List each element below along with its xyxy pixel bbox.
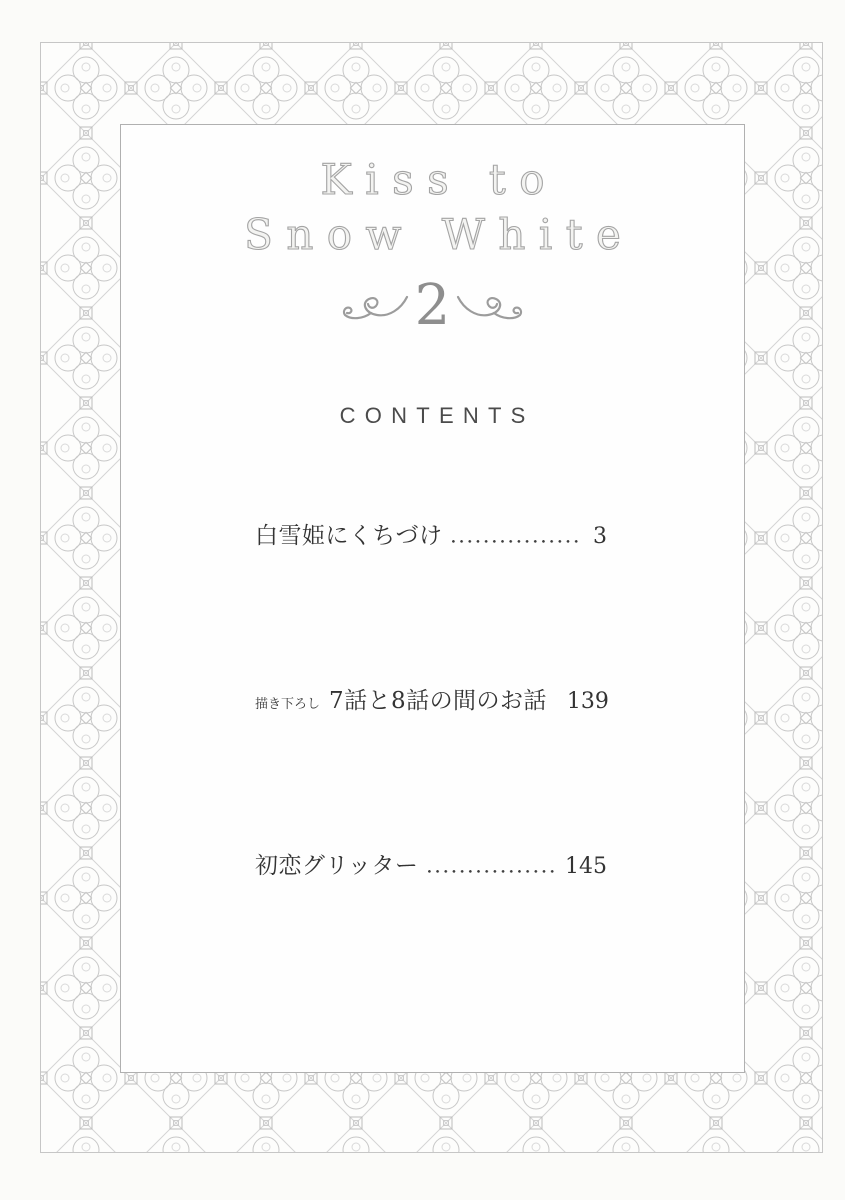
toc-entry-title: 7話と8話の間のお話 <box>329 688 547 714</box>
toc-entry <box>255 847 607 880</box>
content-panel <box>120 124 745 1073</box>
contents-heading <box>121 403 744 429</box>
dot-leader <box>428 870 555 873</box>
volume-number: 2 <box>414 273 451 339</box>
scroll-flourish-right-icon <box>456 291 526 321</box>
title-line-2-text: Snow White <box>244 209 635 259</box>
toc-entry-page-number: 139 <box>566 689 609 714</box>
volume-row <box>121 273 744 339</box>
title-line-1 <box>121 153 744 208</box>
toc-entry <box>255 682 607 715</box>
scroll-flourish-left-icon <box>339 291 409 321</box>
toc-entry-title: 初恋グリッター <box>255 853 419 879</box>
book-title <box>121 153 744 339</box>
dot-leader <box>452 540 583 543</box>
toc-entry-prefix: 描き下ろし <box>255 697 321 712</box>
toc-entry-page-number: 3 <box>593 524 607 549</box>
toc-entry <box>255 517 607 550</box>
title-line-1-text: Kiss to <box>320 155 558 204</box>
toc-entry-title: 白雪姫にくちづけ <box>255 523 443 549</box>
toc-entry-page-number: 145 <box>565 854 607 879</box>
contents-heading-text: CONTENTS <box>339 403 535 428</box>
title-line-2 <box>121 208 744 263</box>
